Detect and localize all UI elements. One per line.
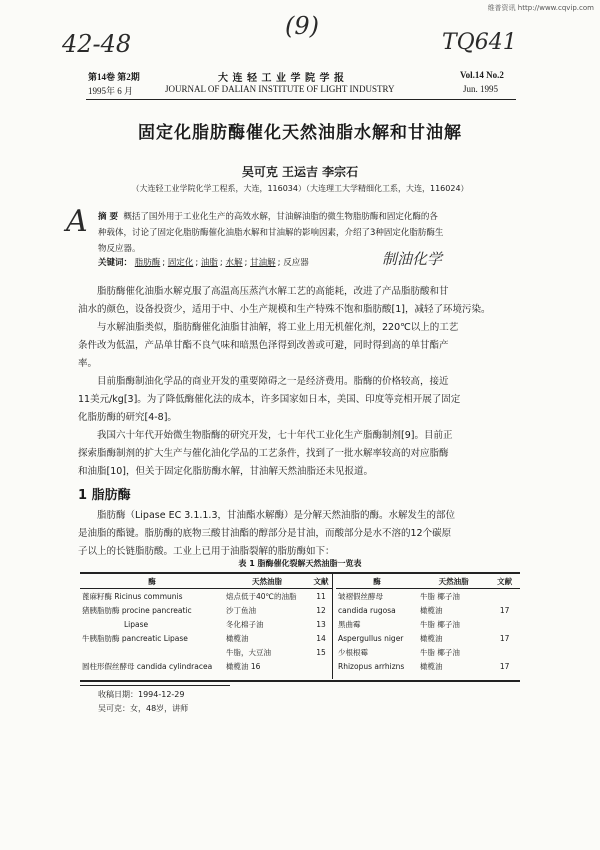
table-header: 文献 [310,574,332,589]
footnote [98,688,188,716]
keywords: 关键词： 脂肪酶 ; 固定化 ; 油脂 ; 水解 ; 甘油解 ; 反应器 [98,258,309,268]
author-info: 吴可克：女，48岁，讲师 [98,704,189,713]
affiliations: （大连轻工业学院化学工程系，大连，116034）（大连理工大学精细化工系，大连，116024） [131,184,469,193]
paragraph-line: 脂肪酶（Lipase EC 3.1.1.3，甘油酯水解酶）是分解天然油脂的酶。水解发生的部位 [97,510,455,521]
watermark: 维普资讯 http://www.cqvip.com [487,4,594,12]
table-cell: 沙丁鱼油 [226,605,256,615]
table-header: 天然油脂 [224,574,310,589]
table-cell: 牛脂 椰子油 [420,619,460,629]
keyword-item: 油脂 [200,258,218,268]
table-row [80,631,332,645]
table-cell: Rhizopus arrhizns [338,661,405,671]
section-1-body [78,507,518,561]
table-row [80,617,332,631]
table-header: 天然油脂 [418,574,489,589]
table-bottom-rule [80,680,520,682]
table-cell: 11 [316,591,326,601]
table-right-half [336,574,520,673]
table-left-half [80,574,332,673]
paragraph-line: 11美元/kg[3]。为了降低酶催化法的成本，许多国家如日本，美国、印度等竞相开展了固定 [78,394,461,405]
table-row [80,645,332,659]
table-cell [310,659,332,673]
received-date: 收稿日期：1994-12-29 [98,690,185,699]
abstract-text-1: 概括了国外用于工业化生产的高效水解，甘油解油脂的微生物脂肪酶和固定化酶的各 [123,212,438,222]
handwritten-margin-mark: A [66,204,88,239]
table-cell: 17 [499,633,510,643]
journal-volume-issue-en: Vol.14 No.2 [460,70,504,80]
paragraph-line: 率。 [78,358,98,369]
table-cell [489,617,520,631]
paragraph-line: 油水的颜色，设备投资少，适用于中、小生产规模和生产特殊不饱和脂肪酸[1]，减轻了环境污染。 [78,304,491,315]
table-cell: Lipase [124,619,149,629]
table-cell: 牛脂 椰子油 [420,591,460,601]
table-cell: 黑曲霉 [338,619,361,629]
table-row [336,603,520,617]
table-cell [489,589,520,604]
table-header: 文献 [489,574,520,589]
table-row [80,659,332,673]
table-row [336,617,520,631]
table-cell: 橄榄油 16 [226,661,261,671]
paragraph-line: 化脂肪酶的研究[4-8]。 [78,412,177,423]
abstract-label: 摘 要 [98,212,118,222]
table-cell: 蓖麻籽酶 Ricinus communis [82,591,183,601]
table-cell: 12 [316,605,326,615]
table-cell: 14 [316,633,326,643]
keyword-item: 反应器 [283,258,309,268]
keywords-label: 关键词： [98,258,133,268]
table-cell: 橄榄油 [420,605,443,615]
table-cell: 皱褶假丝酵母 [338,591,383,601]
table-row [336,645,520,659]
table-column-divider [332,573,333,679]
table-cell: 牛脂 椰子油 [420,647,460,657]
table-cell: 17 [499,605,510,615]
paragraph-line: 探索脂酶制剂的扩大生产与催化油化学品的工艺条件，找到了一批水解率较高的对应脂酶 [78,448,449,459]
table-cell: candida rugosa [338,605,396,615]
keyword-item: 固定化 [167,258,194,268]
table-header: 酶 [336,574,418,589]
paragraph-line: 和油脂[10]，但关于固定化脂肪酶水解，甘油解天然油脂还未见报道。 [78,466,374,477]
authors: 吴可克 王运吉 李宗石 [241,165,359,179]
footnote-rule [80,685,230,686]
journal-name-en: JOURNAL OF DALIAN INSTITUTE OF LIGHT INDUSTRY [165,84,395,94]
article-title: 固定化脂肪酶催化天然油脂水解和甘油解 [138,123,462,143]
table-cell [489,645,520,659]
paragraph-line: 是油脂的酯键。脂肪酶的底物三酸甘油酯的醇部分是甘油，而酸部分是水不溶的12个碳原 [78,528,452,539]
paragraph-line: 子以上的长链脂肪酸。工业上已用于油脂裂解的脂肪酶如下： [78,546,335,557]
table-row [80,603,332,617]
handwritten-circled-number: (9) [285,12,319,40]
table-cell: 牛胰脂肪酶 pancreatic Lipase [82,633,188,643]
journal-date-en: Jun. 1995 [463,84,499,94]
handwritten-keyword-note: 制油化学 [382,250,443,268]
table-cell: 17 [499,661,510,671]
table-cell [80,645,224,659]
abstract-text-2: 种载体，讨论了固定化脂肪酶催化油脂水解和甘油解的影响因素，介绍了3种固定化脂肪酶生 [98,228,444,238]
handwritten-class-code: TQ641 [442,30,517,55]
table-cell: 橄榄油 [420,661,443,671]
abstract-text-3: 物反应器。 [98,244,141,254]
table-cell: 冬化棉子油 [226,619,264,629]
table-cell: 15 [316,647,326,657]
table-caption: 表 1 脂酶催化裂解天然油脂一览表 [238,559,362,568]
paragraph-line: 与水解油脂类似，脂肪酶催化油脂甘油解，将工业上用无机催化剂，220℃以上的工艺 [97,322,459,333]
table-cell: 少根根霉 [338,647,368,657]
paragraph-line: 目前脂酶制油化学品的商业开发的重要障碍之一是经济费用。脂酶的价格较高，接近 [97,376,449,387]
header-rule [86,99,516,100]
paragraph-line: 我国六十年代开始微生物脂酶的研究开发，七十年代工业化生产脂酶制剂[9]。目前正 [97,430,453,441]
keyword-item: 水解 [225,258,243,268]
journal-date-cn: 1995年 6 月 [88,86,134,96]
table-row [336,631,520,645]
paragraph-line: 条件改为低温，产品单甘酯不良气味和暗黑色泽得到改善或可避，同时得到高的单甘酯产 [78,340,449,351]
keyword-item: 甘油解 [250,258,276,268]
table-row [336,659,520,673]
table-cell: 猪胰脂肪酶 procine pancreatic [82,605,192,615]
abstract [98,209,488,257]
journal-name-cn: 大 连 轻 工 业 学 院 学 报 [218,73,345,84]
handwritten-page-range: 42-48 [62,30,132,58]
section-heading: 1 脂肪酶 [78,488,131,503]
keyword-item: 脂肪酶 [134,258,161,268]
table-header: 酶 [80,574,224,589]
table-cell: 牛脂，大豆油 [226,647,271,657]
journal-volume-issue-cn: 第14卷 第2期 [88,72,140,82]
table-cell: 圆柱形假丝酵母 candida cylindracea [82,661,213,671]
table-cell: 橄榄油 [420,633,443,643]
table-cell: Aspergullus niger [338,633,404,643]
paragraph-line: 脂肪酶催化油脂水解克服了高温高压蒸汽水解工艺的高能耗，改进了产品脂肪酸和甘 [97,286,449,297]
table-row [336,589,520,604]
intro-body [78,283,518,481]
table-cell: 橄榄油 [226,633,249,643]
table-cell: 13 [316,619,326,629]
table-cell: 熔点低于40℃的油脂 [226,591,297,601]
table-row [80,589,332,604]
